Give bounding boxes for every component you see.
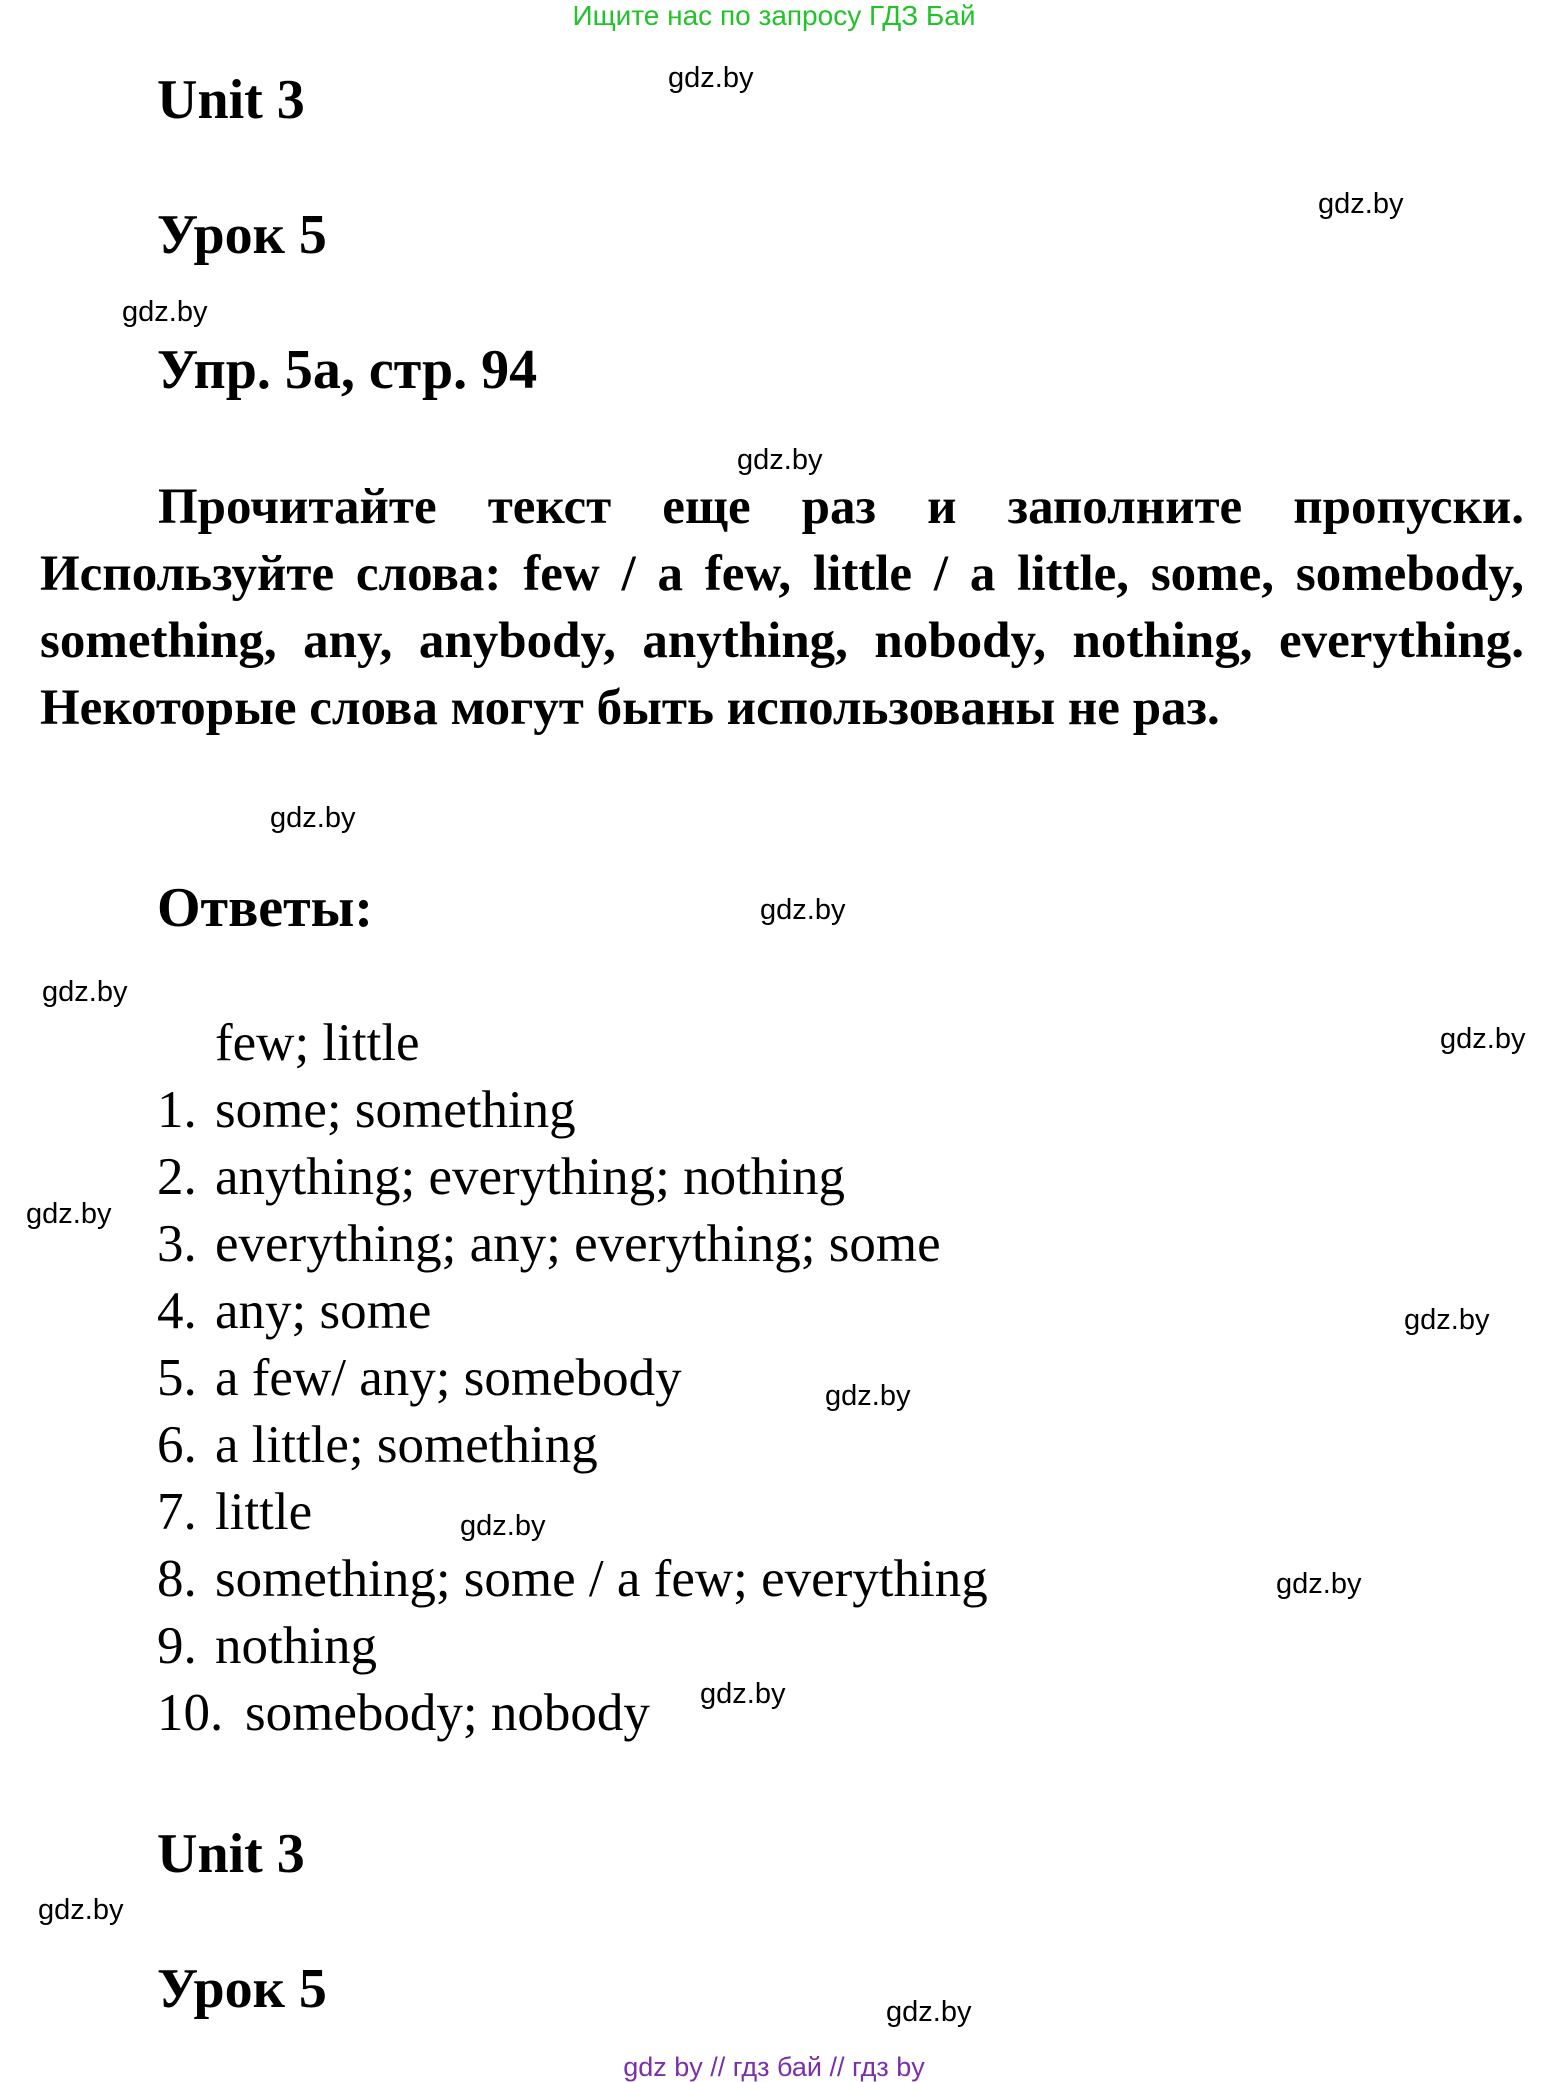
watermark: gdz.by xyxy=(668,62,754,94)
task-text: Прочитайте текст еще раз и заполните пропуски. Используйте слова: few / a few, little / a little, some, somebody, something, any, anybody, anything, nobody, nothing, everything. Некоторые слова могут быть использованы не раз. xyxy=(40,479,1524,736)
answer-item xyxy=(157,1613,988,1680)
answer-number: 1. xyxy=(157,1081,197,1139)
footer-links[interactable]: gdz by // гдз бай // гдз by xyxy=(623,2052,925,2082)
watermark: gdz.by xyxy=(460,1510,546,1542)
lesson-heading-bottom: Урок 5 xyxy=(157,1958,327,2020)
answer-number: 2. xyxy=(157,1148,197,1206)
answer-number: 5. xyxy=(157,1349,197,1407)
answer-text: a little; something xyxy=(215,1416,598,1474)
answer-text: little xyxy=(215,1483,313,1541)
watermark: gdz.by xyxy=(700,1678,786,1710)
answer-item xyxy=(157,1479,988,1546)
answer-number: 4. xyxy=(157,1282,197,1340)
answer-text: nothing xyxy=(215,1617,377,1675)
answer-text: a few/ any; somebody xyxy=(215,1349,682,1407)
answer-item xyxy=(157,1278,988,1345)
answer-text: any; some xyxy=(215,1282,432,1340)
watermark: gdz.by xyxy=(825,1380,911,1412)
answer-intro xyxy=(157,1010,988,1077)
watermark: gdz.by xyxy=(737,444,823,476)
unit-heading: Unit 3 xyxy=(157,69,305,131)
answer-number: 6. xyxy=(157,1416,197,1474)
exercise-heading: Упр. 5a, стр. 94 xyxy=(157,339,538,401)
answer-number: 8. xyxy=(157,1550,197,1608)
answer-number: 7. xyxy=(157,1483,197,1541)
answer-item xyxy=(157,1144,988,1211)
watermark: gdz.by xyxy=(122,296,208,328)
answer-item xyxy=(157,1412,988,1479)
answer-item xyxy=(157,1077,988,1144)
answer-number: 10. xyxy=(157,1684,224,1742)
answer-item xyxy=(157,1546,988,1613)
answer-item xyxy=(157,1211,988,1278)
watermark: gdz.by xyxy=(1404,1304,1490,1336)
watermark: gdz.by xyxy=(1318,188,1404,220)
watermark: gdz.by xyxy=(42,976,128,1008)
watermark: gdz.by xyxy=(270,802,356,834)
answers-label: Ответы: xyxy=(157,877,374,939)
watermark: gdz.by xyxy=(38,1894,124,1926)
answer-item xyxy=(157,1680,988,1747)
answer-number: 3. xyxy=(157,1215,197,1273)
watermark: gdz.by xyxy=(886,1996,972,2028)
unit-heading-bottom: Unit 3 xyxy=(157,1823,305,1885)
answer-text: anything; everything; nothing xyxy=(215,1148,846,1206)
top-banner[interactable]: Ищите нас по запросу ГДЗ Бай xyxy=(572,0,976,31)
answer-text: everything; any; everything; some xyxy=(215,1215,941,1273)
watermark: gdz.by xyxy=(1440,1023,1526,1055)
answer-text: some; something xyxy=(215,1081,576,1139)
watermark: gdz.by xyxy=(26,1198,112,1230)
watermark: gdz.by xyxy=(760,894,846,926)
answer-text: few; little xyxy=(215,1014,420,1072)
answer-text: something; some / a few; everything xyxy=(215,1550,988,1608)
answers-list xyxy=(157,1010,988,1747)
lesson-heading: Урок 5 xyxy=(157,204,327,266)
answer-text: somebody; nobody xyxy=(245,1684,650,1742)
watermark: gdz.by xyxy=(1276,1568,1362,1600)
answer-number: 9. xyxy=(157,1617,197,1675)
